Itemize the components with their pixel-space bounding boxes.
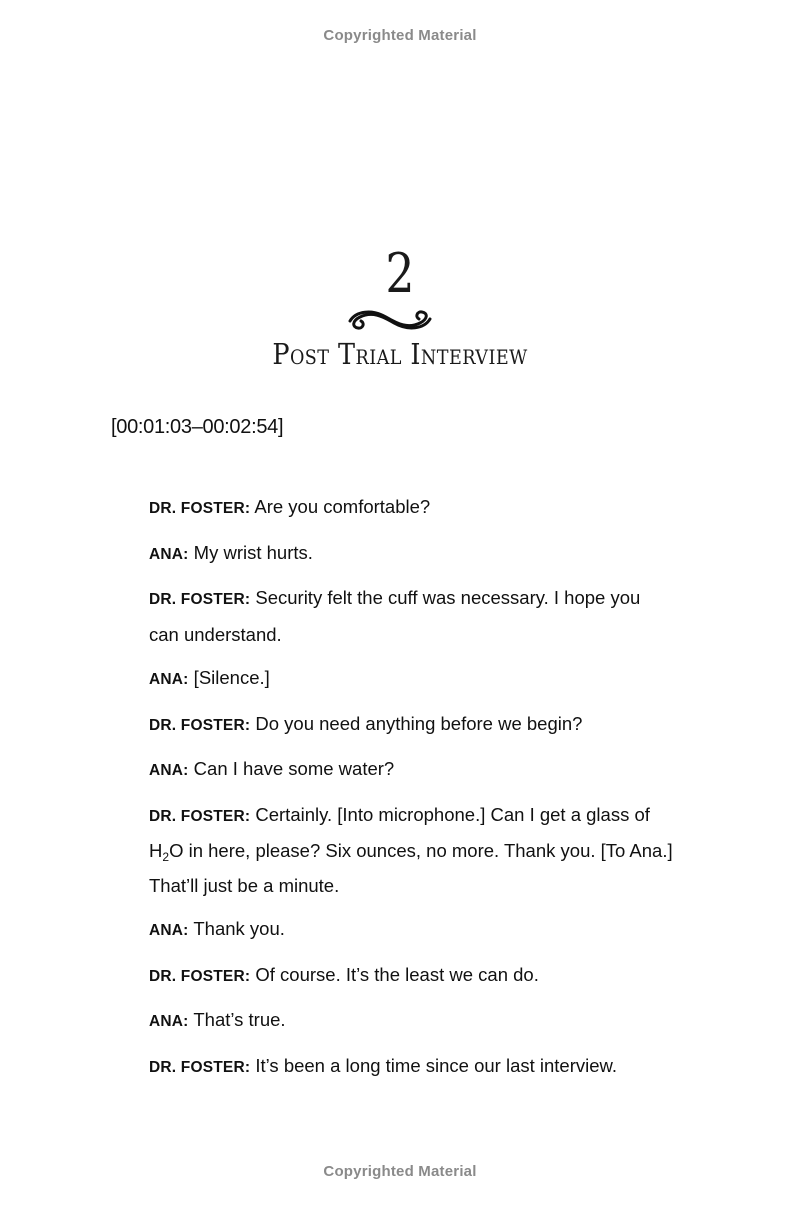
speaker-label: ANA: [149,922,189,939]
speaker-label: ANA: [149,1013,189,1030]
speaker-label: DR. FOSTER: [149,716,251,734]
speaker-label: DR. FOSTER: [149,967,251,985]
transcript-line [149,958,674,995]
transcript-line [149,581,674,652]
speaker-label: ANA: [149,671,189,688]
subscript: 2 [162,850,170,864]
copyright-watermark-top: Copyrighted Material [323,27,477,44]
transcript-line [149,536,674,573]
transcript-line [149,798,674,904]
dialogue-text: Do you need anything before we begin? [250,712,583,734]
transcript-line [149,1003,674,1040]
dialogue-text: It’s been a long time since our last interview. [250,1054,618,1076]
dialogue-text: That’s true. [188,1009,286,1030]
dialogue-text: Certainly. [Into microphone.] Can I get a glass of H [149,803,650,861]
dialogue-text: Security felt the cuff was necessary. I hope you can understand. [149,587,641,645]
speaker-label: DR. FOSTER: [149,1058,251,1076]
dialogue-text: Thank you. [188,918,285,939]
transcript-line [149,752,674,789]
transcript-timestamp: [00:01:03–00:02:54] [111,416,284,438]
transcript-line [149,912,674,949]
speaker-label: ANA: [149,545,189,563]
speaker-label: DR. FOSTER: [149,500,251,517]
dialogue-text: O in here, please? Six ounces, no more. Thank you. [To Ana.] That’ll just be a minute. [149,840,673,896]
speaker-label: ANA: [149,762,189,779]
transcript-line [149,661,674,698]
chapter-title: Post Trial Interview [272,337,528,371]
transcript [149,490,674,1094]
transcript-line [149,707,674,744]
speaker-label: DR. FOSTER: [149,591,251,608]
dialogue-text: Can I have some water? [188,758,395,779]
transcript-line [149,1049,674,1086]
dialogue-text: [Silence.] [188,667,270,688]
copyright-watermark-bottom: Copyrighted Material [323,1163,477,1180]
speaker-label: DR. FOSTER: [149,807,251,825]
chapter-number: 2 [385,242,415,305]
dialogue-text: Are you comfortable? [250,496,431,517]
dialogue-text: My wrist hurts. [188,541,313,563]
flourish-ornament-icon [346,305,434,335]
transcript-line [149,490,674,527]
dialogue-text: Of course. It’s the least we can do. [250,963,539,985]
